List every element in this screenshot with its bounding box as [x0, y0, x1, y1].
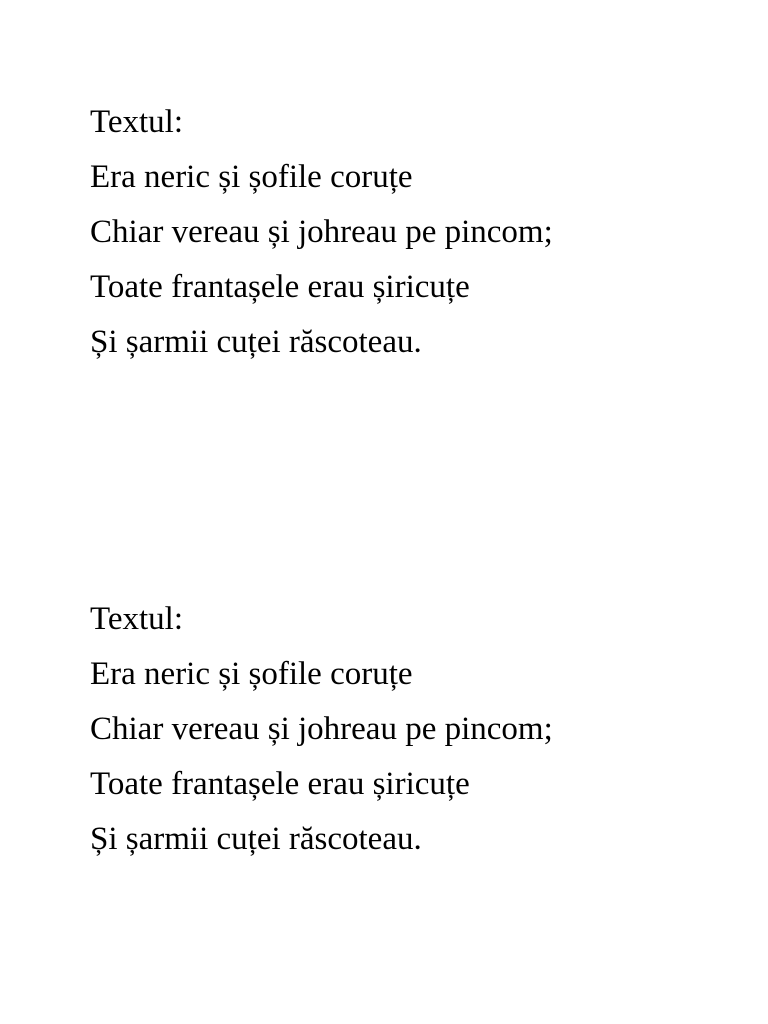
poem-line-1: Era neric și șofile coruțe: [90, 656, 413, 692]
poem-line-3: Toate frantașele erau șiricuțe: [90, 766, 470, 802]
block-heading: Textul:: [90, 104, 184, 140]
text-block-1: [90, 95, 730, 370]
text-block-2: [90, 592, 730, 867]
poem-line-4: Și șarmii cuței răscoteau.: [90, 821, 422, 857]
block-heading: Textul:: [90, 601, 184, 637]
poem-line-2: Chiar vereau și johreau pe pincom;: [90, 214, 553, 250]
poem-line-1: Era neric și șofile coruțe: [90, 159, 413, 195]
poem-line-2: Chiar vereau și johreau pe pincom;: [90, 711, 553, 747]
poem-line-3: Toate frantașele erau șiricuțe: [90, 269, 470, 305]
poem-line-4: Și șarmii cuței răscoteau.: [90, 324, 422, 360]
